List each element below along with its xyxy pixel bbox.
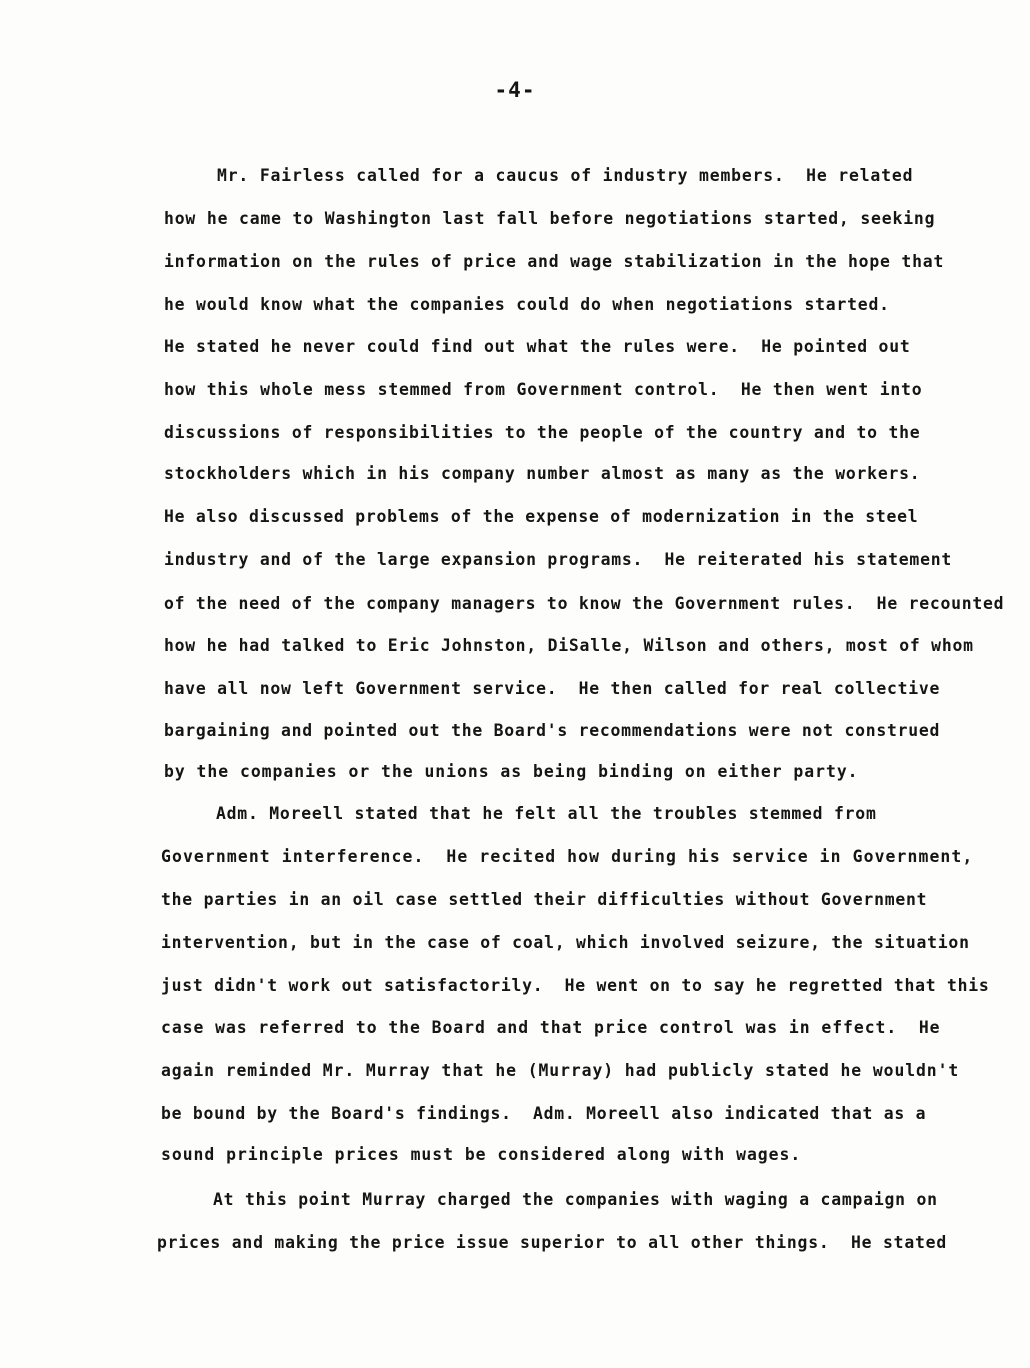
paragraph-3-line-2: prices and making the price issue superior to all other things. He stated xyxy=(157,1233,948,1252)
paragraph-1-line-15: by the companies or the unions as being binding on either party. xyxy=(164,762,859,781)
paragraph-2-line-2: Government interference. He recited how during his service in Government, xyxy=(161,847,974,866)
paragraph-1-line-11: of the need of the company managers to know the Government rules. He recounted xyxy=(164,594,1005,613)
paragraph-2-line-4: intervention, but in the case of coal, which involved seizure, the situation xyxy=(161,933,970,952)
paragraph-2-line-9: sound principle prices must be considered along with wages. xyxy=(161,1145,802,1164)
paragraph-1-line-6: how this whole mess stemmed from Government control. He then went into xyxy=(164,380,923,399)
paragraph-1-line-14: bargaining and pointed out the Board's recommendations were not construed xyxy=(164,721,941,740)
paragraph-1-line-8: stockholders which in his company number almost as many as the workers. xyxy=(164,464,921,483)
paragraph-1-line-9: He also discussed problems of the expense of modernization in the steel xyxy=(164,507,919,526)
paragraph-1-line-5: He stated he never could find out what the rules were. He pointed out xyxy=(164,337,911,356)
paragraph-1-line-13: have all now left Government service. He then called for real collective xyxy=(164,679,941,698)
paragraph-1-line-7: discussions of responsibilities to the people of the country and to the xyxy=(164,423,921,442)
paragraph-1-line-12: how he had talked to Eric Johnston, DiSalle, Wilson and others, most of whom xyxy=(164,636,974,655)
paragraph-2-line-1: Adm. Moreell stated that he felt all the troubles stemmed from xyxy=(216,804,877,823)
paragraph-1-line-4: he would know what the companies could do when negotiations started. xyxy=(164,295,890,314)
paragraph-1-line-1: Mr. Fairless called for a caucus of industry members. He related xyxy=(217,166,914,185)
paragraph-2-line-3: the parties in an oil case settled their difficulties without Government xyxy=(161,890,928,909)
page-number: -4- xyxy=(494,78,536,102)
paragraph-2-line-6: case was referred to the Board and that price control was in effect. He xyxy=(161,1018,941,1037)
paragraph-2-line-5: just didn't work out satisfactorily. He went on to say he regretted that this xyxy=(161,976,990,995)
paragraph-1-line-10: industry and of the large expansion programs. He reiterated his statement xyxy=(164,550,953,569)
paragraph-1-line-3: information on the rules of price and wage stabilization in the hope that xyxy=(164,252,945,271)
paragraph-1-line-2: how he came to Washington last fall before negotiations started, seeking xyxy=(164,209,936,228)
paragraph-2-line-7: again reminded Mr. Murray that he (Murray) had publicly stated he wouldn't xyxy=(161,1061,960,1080)
paragraph-3-line-1: At this point Murray charged the companies with waging a campaign on xyxy=(213,1190,938,1209)
paragraph-2-line-8: be bound by the Board's findings. Adm. Moreell also indicated that as a xyxy=(161,1104,927,1123)
